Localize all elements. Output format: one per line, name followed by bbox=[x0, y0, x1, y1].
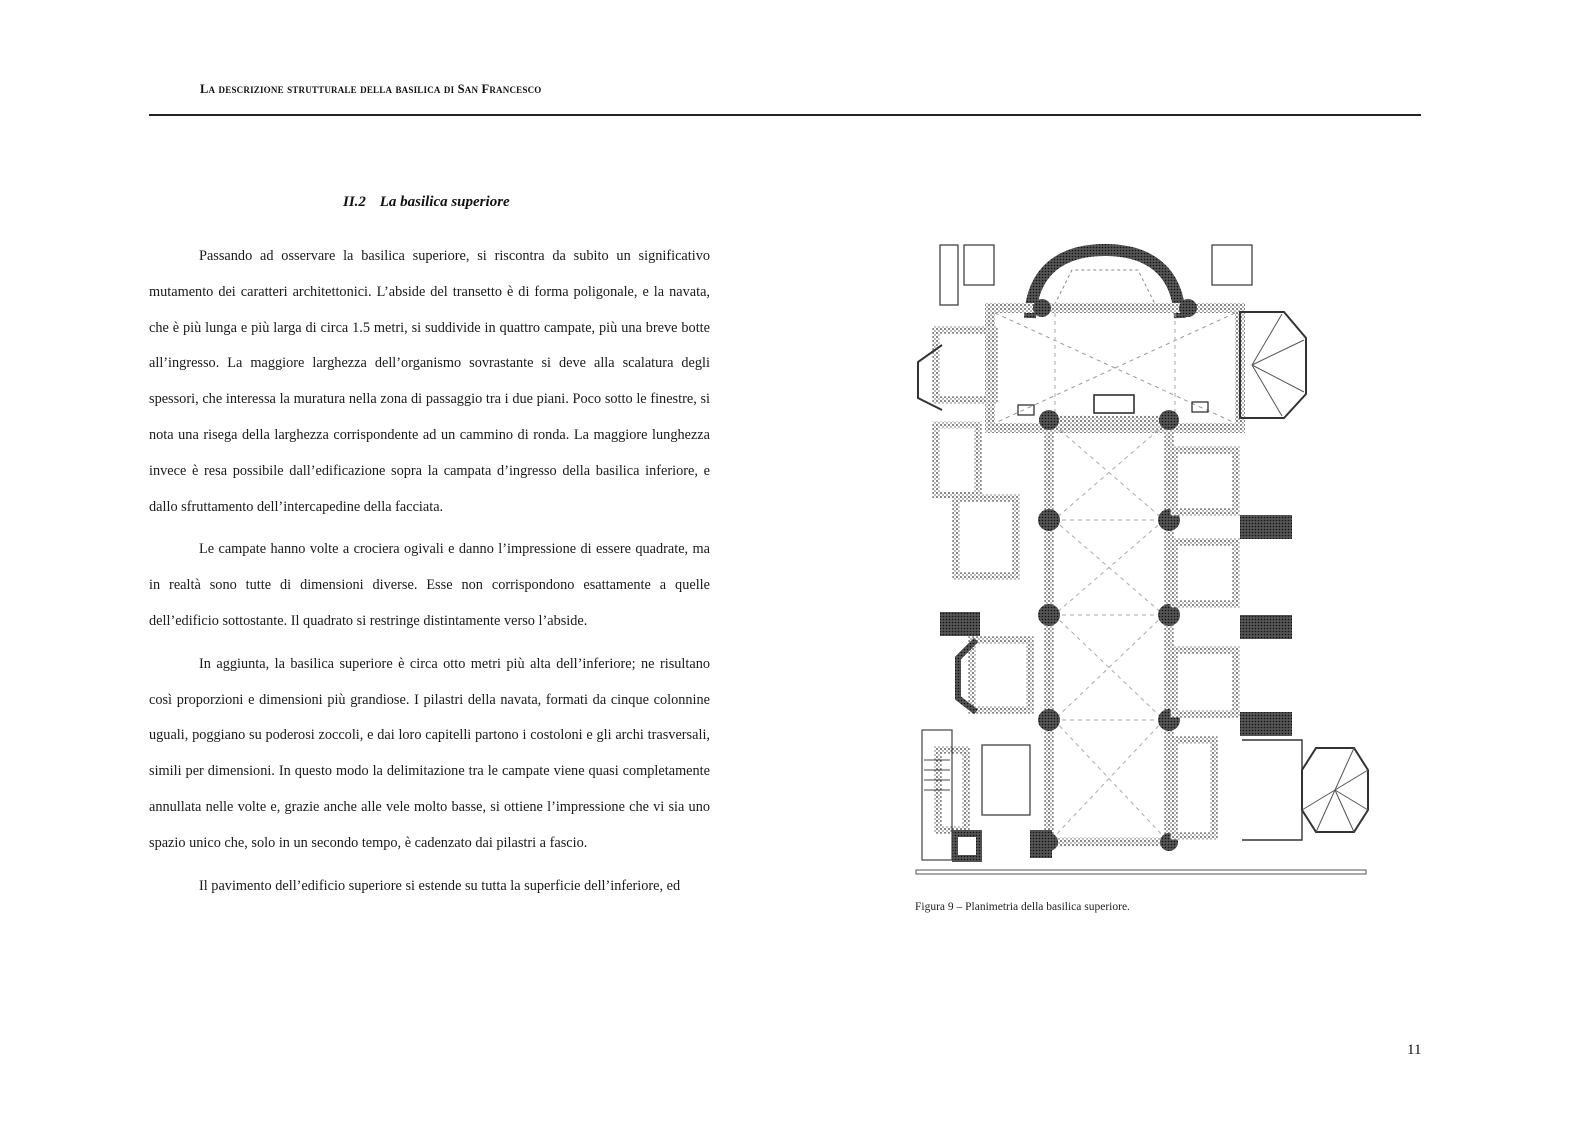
running-header: La descrizione strutturale della basilica di San Francesco bbox=[200, 82, 542, 96]
body-text bbox=[149, 239, 710, 911]
paragraph: Passando ad osservare la basilica superiore, si riscontra da subito un significativo mutamento dei caratteri architettonici. L’abside del transetto è di forma poligonale, e la navata, che è più lunga e più larga di circa 1.5 metri, si suddivide in quattro campate, più una breve botte all’ingresso. La maggiore larghezza dell’organismo sovrastante si deve alla scalatura degli spessori, che interessa la muratura nella zona di passaggio tra i due piani. Poco sotto le finestre, si nota una risega della larghezza corrispondente ad un cammino di ronda. La maggiore lunghezza invece è resa possibile dall’edificazione sopra la campata d’ingresso della basilica inferiore, e dallo sfruttamento dell’intercapedine della facciata. bbox=[149, 248, 710, 515]
floor-plan-figure bbox=[912, 240, 1372, 882]
page-number: 11 bbox=[1407, 1042, 1422, 1058]
section-title: La basilica superiore bbox=[379, 194, 510, 210]
section-heading bbox=[343, 194, 510, 211]
section-number: II.2 bbox=[343, 194, 366, 210]
floor-plan-drawing bbox=[912, 240, 1372, 882]
header-rule bbox=[149, 114, 1421, 116]
paragraph: In aggiunta, la basilica superiore è circa otto metri più alta dell’inferiore; ne risultano così proporzioni e dimensioni più grandiose. I pilastri della navata, formati da cinque colonnine uguali, poggiano su poderosi zoccoli, e dai loro capitelli partono i costoloni e gli archi trasversali, simili per dimensioni. In questo modo la delimitazione tra le campate viene quasi completamente annullata nelle volte e, grazie anche alle vele molto basse, si ottiene l’impressione che vi sia uno spazio unico che, solo in un secondo tempo, è cadenzato dai pilastri a fascio. bbox=[149, 655, 710, 851]
paragraph: Il pavimento dell’edificio superiore si estende su tutta la superficie dell’inferiore, ed bbox=[199, 877, 681, 894]
paragraph: Le campate hanno volte a crociera ogivali e danno l’impressione di essere quadrate, ma in realtà sono tutte di dimensioni diverse. Esse non corrispondono esattamente a quelle dell’edificio sottostante. Il quadrato si restringe distintamente verso l’abside. bbox=[149, 541, 710, 629]
figure-caption: Figura 9 – Planimetria della basilica superiore. bbox=[915, 901, 1130, 913]
